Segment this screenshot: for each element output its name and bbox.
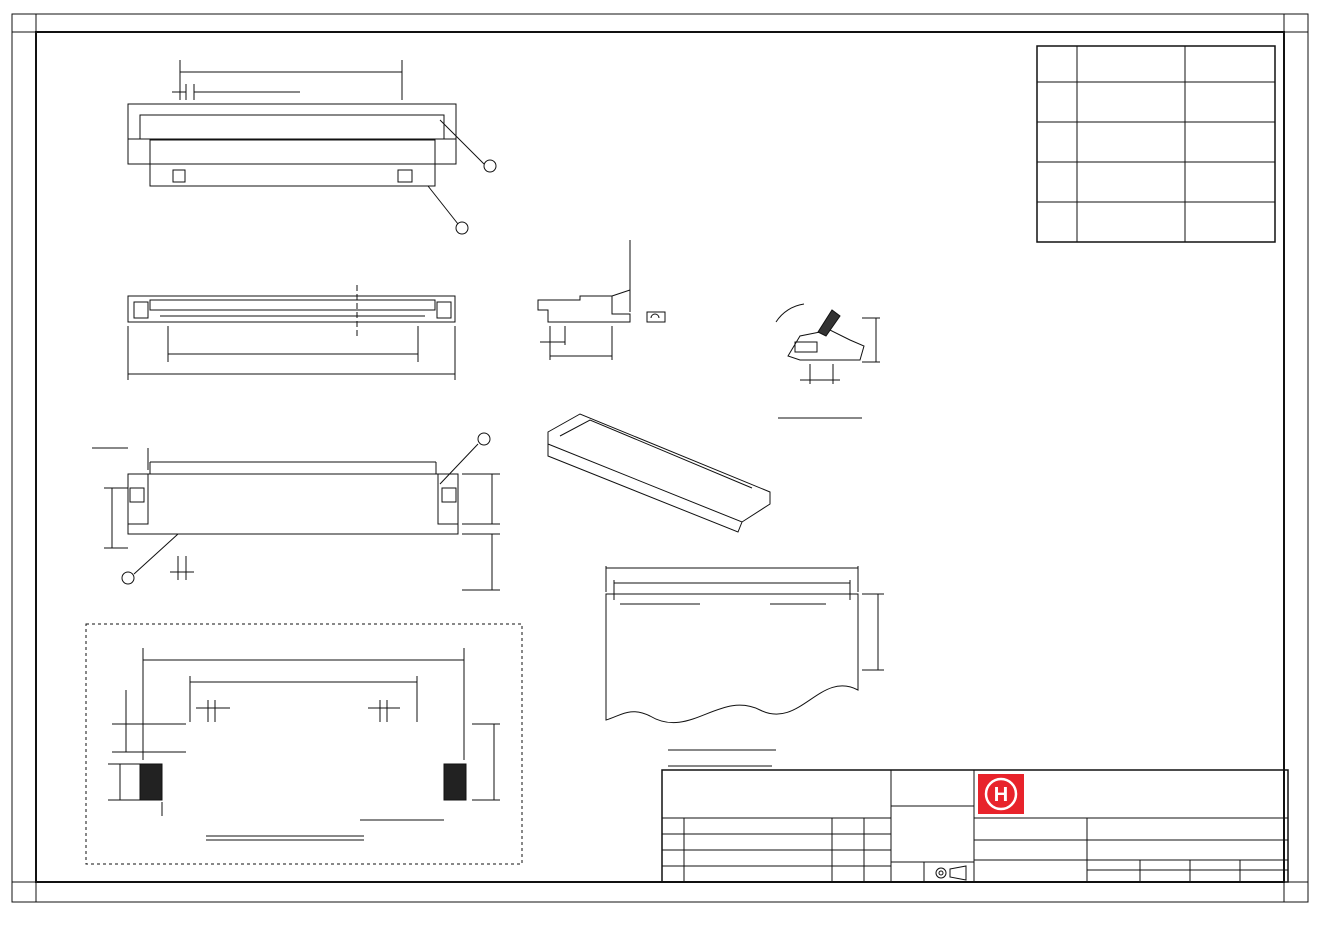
title-block (662, 770, 1288, 882)
fpc-view (606, 566, 884, 766)
callout-4 (478, 433, 490, 445)
bottom-view (92, 444, 500, 590)
parts-table (1037, 46, 1275, 242)
side-view (538, 240, 665, 360)
callout-1 (484, 160, 496, 172)
pcb-pattern (86, 624, 522, 864)
company-logo-icon (978, 774, 1024, 814)
front-view (128, 285, 455, 380)
svg-text:H: H (993, 784, 1009, 806)
callout-2 (122, 572, 134, 584)
top-view (128, 60, 484, 224)
flatness-icon (651, 314, 659, 318)
callout-3 (456, 222, 468, 234)
projection-icon (936, 866, 966, 880)
section-a-a (776, 304, 880, 418)
isometric-view (548, 414, 770, 532)
sheet-frame (12, 14, 1308, 902)
